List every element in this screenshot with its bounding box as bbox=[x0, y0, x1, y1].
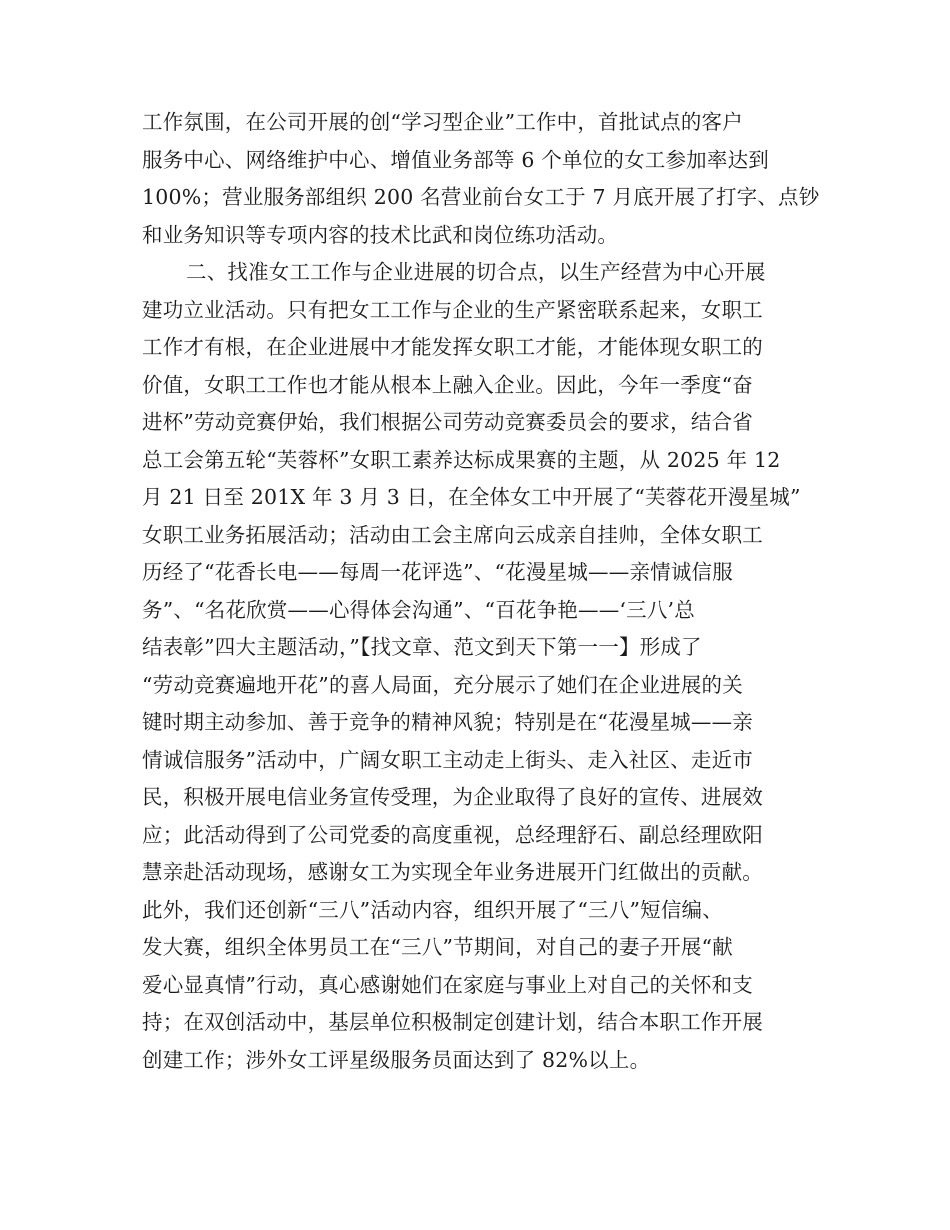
text-line: 总工会第五轮“芙蓉杯”女职工素养达标成果赛的主题，从 2025 年 12 bbox=[142, 447, 781, 472]
text-line: 爱心显真情”行动，真心感谢她们在家庭与事业上对自己的关怀和支 bbox=[142, 972, 753, 997]
text-line: 工作才有根，在企业进展中才能发挥女职工才能，才能体现女职工的 bbox=[142, 335, 763, 359]
text-line: 应；此活动得到了公司党委的高度重视，总经理舒石、副总经理欧阳 bbox=[142, 822, 763, 847]
text-line: 结表彰”四大主题活动，”【找文章、范文到天下第一一】形成了 bbox=[142, 635, 702, 659]
text-line: 此外，我们还创新“三八”活动内容，组织开展了“三八”短信编、 bbox=[142, 897, 723, 922]
text-line: 情诚信服务”活动中，广阔女职工主动走上街头、走入社区、走近市 bbox=[142, 747, 753, 772]
text-line: 务”、“名花欣赏——心得体会沟通”、“百花争艳——‘三八’总 bbox=[142, 597, 695, 622]
text-line: 月 21 日至 201X 年 3 月 3 日，在全体女工中开展了“芙蓉花开漫星城” bbox=[142, 485, 801, 509]
text-line: “劳动竞赛遍地开花”的喜人局面，充分展示了她们在企业进展的关 bbox=[142, 672, 743, 697]
text-line: 价值，女职工工作也才能从根本上融入企业。因此，今年一季度“奋 bbox=[142, 372, 753, 397]
text-line: 和业务知识等专项内容的技术比武和岗位练功活动。 bbox=[142, 222, 619, 247]
text-line: 民，积极开展电信业务宣传受理，为企业取得了良好的宣传、进展效 bbox=[142, 785, 763, 809]
text-line: 工作氛围，在公司开展的创“学习型企业”工作中，首批试点的客户 bbox=[142, 110, 743, 134]
text-line: 历经了“花香长电——每周一花评选”、“花漫星城——亲情诚信服 bbox=[142, 560, 733, 584]
text-line: 建功立业活动。只有把女工工作与企业的生产紧密联系起来，女职工 bbox=[142, 297, 763, 322]
text-line: 键时期主动参加、善于竞争的精神风貌；特别是在“花漫星城——亲 bbox=[142, 710, 753, 734]
text-line: 女职工业务拓展活动；活动由工会主席向云成亲自挂帅，全体女职工 bbox=[142, 522, 763, 547]
text-line: 创建工作；涉外女工评星级服务员面达到了 82%以上。 bbox=[142, 1047, 651, 1072]
text-line: 服务中心、网络维护中心、增值业务部等 6 个单位的女工参加率达到 bbox=[142, 147, 769, 172]
text-line: 持；在双创活动中，基层单位积极制定创建计划，结合本职工作开展 bbox=[142, 1010, 763, 1034]
body-text bbox=[142, 104, 822, 1079]
text-line: 慧亲赴活动现场，感谢女工为实现全年业务进展开门红做出的贡献。 bbox=[142, 860, 763, 884]
text-line: 发大赛，组织全体男员工在“三八”节期间，对自己的妻子开展“献 bbox=[142, 935, 733, 959]
paragraph-start-line: 二、找准女工工作与企业进展的切合点，以生产经营为中心开展 bbox=[186, 260, 766, 284]
text-line: 100%；营业服务部组织 200 名营业前台女工于 7 月底开展了打字、点钞 bbox=[142, 185, 820, 209]
text-line: 进杯”劳动竞赛伊始，我们根据公司劳动竞赛委员会的要求，结合省 bbox=[142, 410, 753, 434]
